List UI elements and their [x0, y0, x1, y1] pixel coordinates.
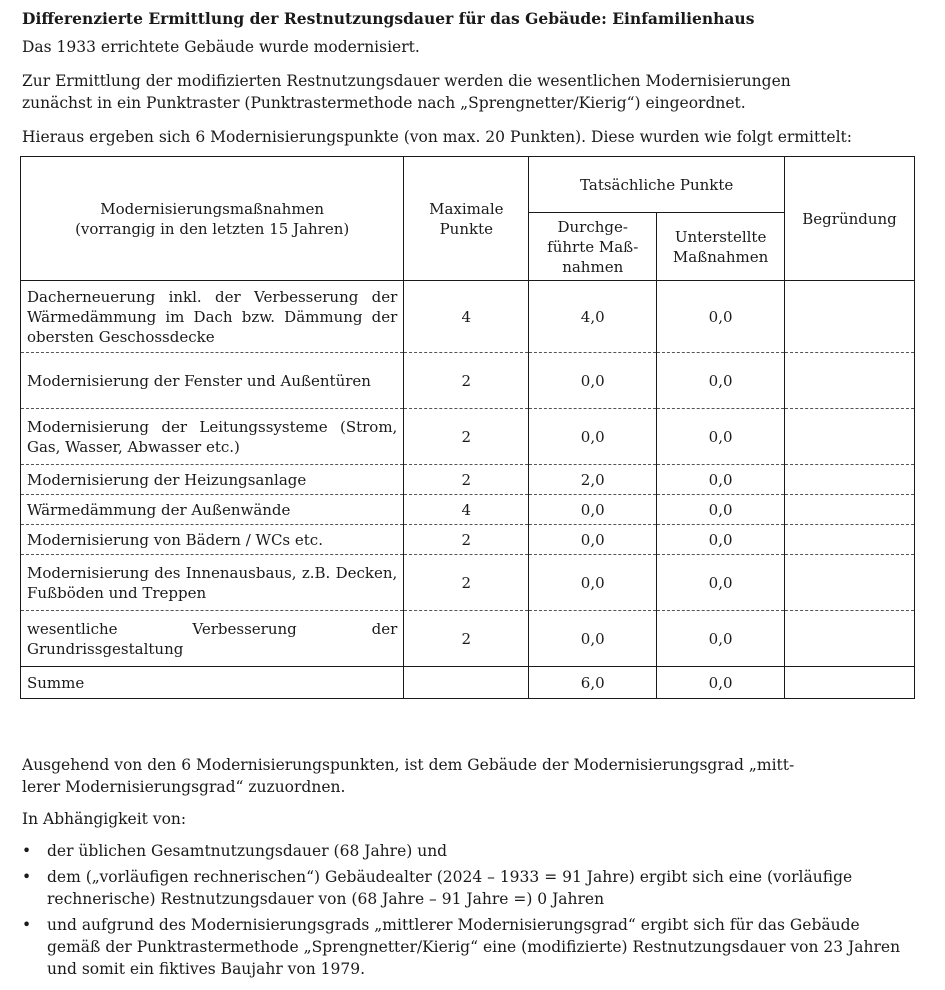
- table-row: [21, 281, 915, 353]
- header-performed-label: Durchge-führte Maß-nahmen: [547, 217, 639, 276]
- bullet-item: [22, 914, 902, 980]
- cell-max-points: 2: [404, 611, 529, 667]
- cell-performed: 0,0: [529, 525, 657, 555]
- header-max-points-label: Maximale Punkte: [429, 199, 504, 238]
- cell-reason: [785, 525, 915, 555]
- conclusion-line-2: lerer Modernisierungsgrad“ zuzuordnen.: [22, 778, 346, 796]
- cell-assumed: 0,0: [657, 465, 785, 495]
- cell-performed: 0,0: [529, 409, 657, 465]
- cell-performed: 0,0: [529, 353, 657, 409]
- cell-assumed: 0,0: [657, 353, 785, 409]
- cell-max-points: 4: [404, 281, 529, 353]
- cell-performed: 4,0: [529, 281, 657, 353]
- cell-measure: Modernisierung von Bädern / WCs etc.: [21, 525, 404, 555]
- table-row: [21, 409, 915, 465]
- bullet-item: [22, 866, 902, 910]
- cell-measure: Dacherneuerung inkl. der Verbesserung der Wärmedämmung im Dach bzw. Dämmung der obersten Geschossdecke: [21, 281, 404, 353]
- header-measures-label: Modernisierungsmaßnahmen: [100, 199, 325, 218]
- cell-measure: wesentliche Verbesserung der Grundrissgestaltung: [21, 611, 404, 667]
- bullet-text: und aufgrund des Modernisierungsgrads „mittlerer Modernisierungsgrad“ ergibt sich für das Gebäude gemäß der Punktrastermethode „Sprengnetter/Kierig“ eine (modifizierte) Restnutzungsdauer von 23 Jahren und somit ein fiktives Baujahr von 1979.: [47, 916, 901, 978]
- conclusion-lead: In Abhängigkeit von:: [22, 810, 187, 828]
- cell-measure: Modernisierung des Innenausbaus, z.B. Decken, Fußböden und Treppen: [21, 555, 404, 611]
- sum-max-points: [404, 667, 529, 699]
- table-row: [21, 525, 915, 555]
- table-row: [21, 611, 915, 667]
- sum-assumed: 0,0: [657, 667, 785, 699]
- cell-max-points: 2: [404, 465, 529, 495]
- bullet-text: dem („vorläufigen rechnerischen“) Gebäudealter (2024 – 1933 = 91 Jahre) ergibt sich eine (vorläufige rechnerische) Restnutzungsdauer von (68 Jahre – 91 Jahre =) 0 Jahren: [47, 868, 853, 908]
- cell-reason: [785, 281, 915, 353]
- sum-reason: [785, 667, 915, 699]
- conclusion-bullet-list: [22, 840, 902, 980]
- cell-measure: Modernisierung der Leitungssysteme (Strom, Gas, Wasser, Abwasser etc.): [21, 409, 404, 465]
- cell-assumed: 0,0: [657, 611, 785, 667]
- intro-line-3: zunächst in ein Punktraster (Punktrastermethode nach „Sprengnetter/Kierig“) eingeordnet.: [22, 94, 746, 112]
- bullet-item: [22, 840, 902, 862]
- cell-reason: [785, 353, 915, 409]
- cell-performed: 0,0: [529, 611, 657, 667]
- header-measures: [21, 157, 404, 281]
- cell-performed: 0,0: [529, 555, 657, 611]
- cell-max-points: 2: [404, 525, 529, 555]
- table-row: [21, 353, 915, 409]
- bullet-icon: •: [22, 916, 32, 934]
- cell-assumed: 0,0: [657, 409, 785, 465]
- conclusion-line-1: Ausgehend von den 6 Modernisierungspunkten, ist dem Gebäude der Modernisierungsgrad „mitt-: [22, 756, 795, 774]
- cell-reason: [785, 409, 915, 465]
- cell-reason: [785, 495, 915, 525]
- table-sum-row: [21, 667, 915, 699]
- cell-max-points: 4: [404, 495, 529, 525]
- cell-assumed: 0,0: [657, 555, 785, 611]
- cell-measure: Wärmedämmung der Außenwände: [21, 495, 404, 525]
- cell-performed: 2,0: [529, 465, 657, 495]
- table-row: [21, 465, 915, 495]
- header-max-points: [404, 157, 529, 281]
- cell-performed: 0,0: [529, 495, 657, 525]
- cell-assumed: 0,0: [657, 495, 785, 525]
- table-row: [21, 555, 915, 611]
- cell-max-points: 2: [404, 409, 529, 465]
- header-assumed: Unterstellte Maßnahmen: [657, 213, 785, 281]
- cell-measure: Modernisierung der Heizungsanlage: [21, 465, 404, 495]
- table-row: [21, 495, 915, 525]
- sum-label: Summe: [21, 667, 404, 699]
- document-heading: Differenzierte Ermittlung der Restnutzungsdauer für das Gebäude: Einfamilienhaus: [22, 9, 755, 28]
- cell-measure: Modernisierung der Fenster und Außentüren: [21, 353, 404, 409]
- intro-line-1: Das 1933 errichtete Gebäude wurde modernisiert.: [22, 38, 420, 56]
- cell-reason: [785, 465, 915, 495]
- cell-max-points: 2: [404, 555, 529, 611]
- header-reason: Begründung: [785, 157, 915, 281]
- intro-line-4: Hieraus ergeben sich 6 Modernisierungspunkte (von max. 20 Punkten). Diese wurden wie folgt ermittelt:: [22, 128, 853, 146]
- header-actual-points: Tatsächliche Punkte: [529, 157, 785, 213]
- cell-max-points: 2: [404, 353, 529, 409]
- cell-assumed: 0,0: [657, 281, 785, 353]
- cell-assumed: 0,0: [657, 525, 785, 555]
- intro-line-2: Zur Ermittlung der modifizierten Restnutzungsdauer werden die wesentlichen Modernisierungen: [22, 72, 791, 90]
- sum-performed: 6,0: [529, 667, 657, 699]
- modernization-table: [20, 156, 915, 699]
- cell-reason: [785, 611, 915, 667]
- bullet-text: der üblichen Gesamtnutzungsdauer (68 Jahre) und: [47, 842, 448, 860]
- header-measures-sublabel: (vorrangig in den letzten 15 Jahren): [75, 219, 350, 238]
- bullet-icon: •: [22, 868, 32, 886]
- cell-reason: [785, 555, 915, 611]
- header-performed: [529, 213, 657, 281]
- bullet-icon: •: [22, 842, 32, 860]
